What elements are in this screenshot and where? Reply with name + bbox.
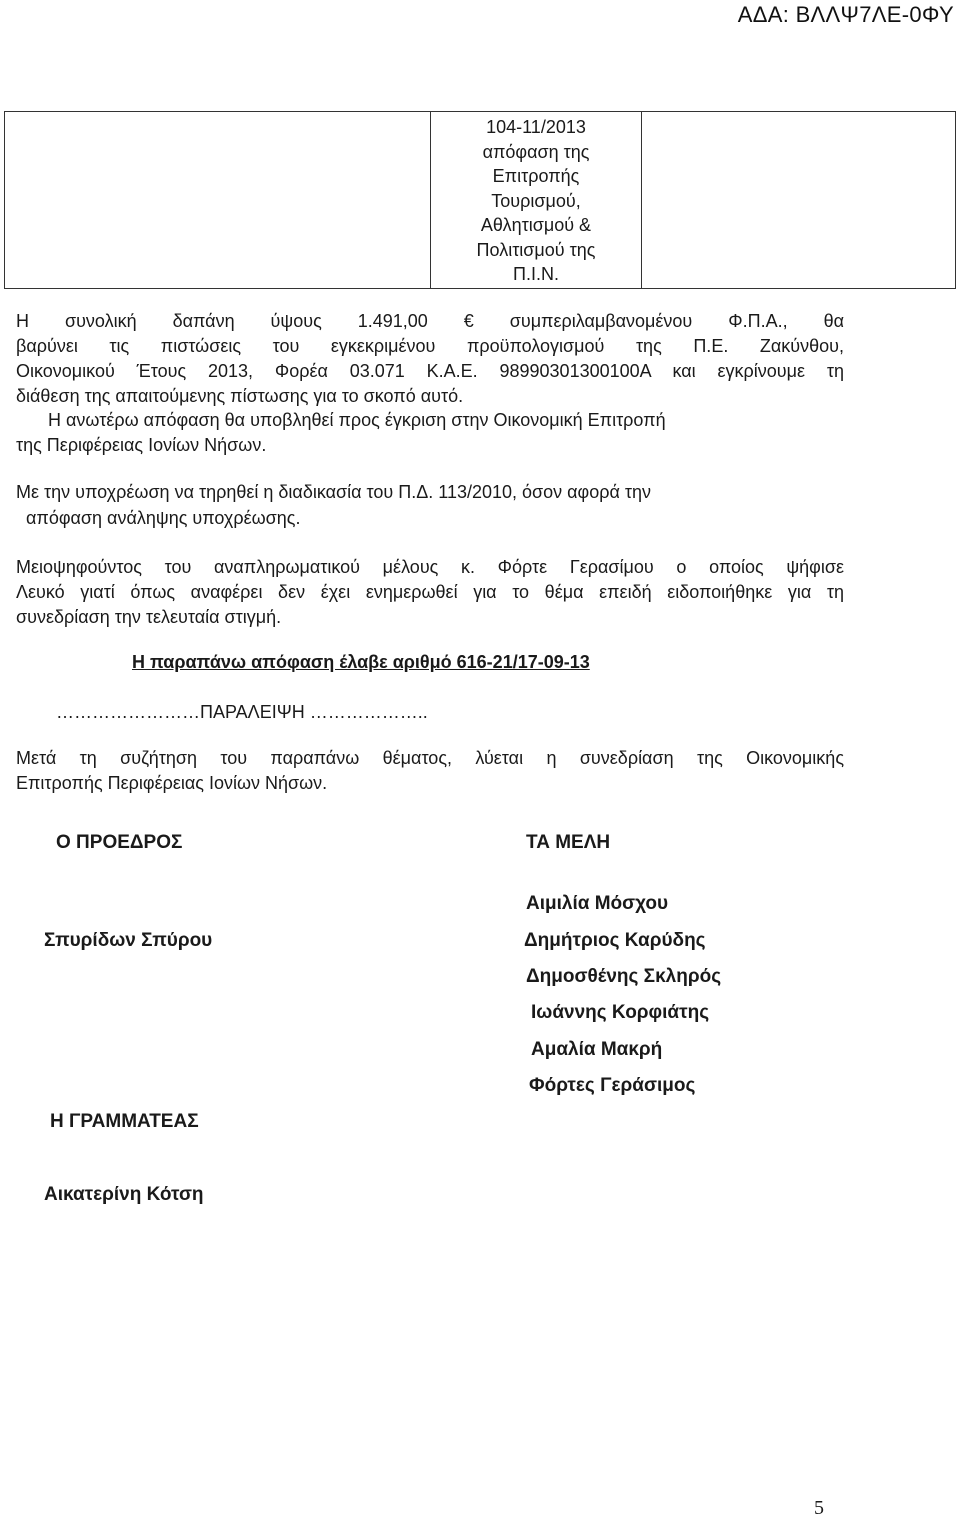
- member-name: Ιωάννης Κορφιάτης: [531, 1002, 710, 1023]
- member-name: Φόρτες Γεράσιμος: [529, 1075, 696, 1096]
- reference-line: 104-11/2013: [486, 117, 586, 137]
- obligation-line-2: απόφαση ανάληψης υποχρέωσης.: [26, 508, 301, 528]
- closing-line: Επιτροπής Περιφέρειας Ιονίων Νήσων.: [16, 773, 328, 793]
- minority-line: Λευκό γιατί όπως αναφέρει δεν έχει ενημερωθεί για το θέμα επειδή ειδοποιήθηκε για τη: [16, 582, 844, 602]
- expense-line: Η συνολική δαπάνη ύψους 1.491,00 € συμπεριλαμβανομένου Φ.Π.Α., θα: [16, 311, 844, 331]
- minority-paragraph: [16, 555, 844, 630]
- expense-paragraph: [16, 309, 844, 409]
- secretary-title: Η ΓΡΑΜΜΑΤΕΑΣ: [50, 1111, 199, 1132]
- expense-line: Οικονομικού Έτους 2013, Φορέα 03.071 Κ.Α.Ε. 98990301300100Α και εγκρίνουμε τη: [16, 361, 844, 381]
- reference-line: απόφαση της: [482, 141, 590, 162]
- expense-line: βαρύνει τις πιστώσεις του εγκεκριμένου προϋπολογισμού της Π.Ε. Ζακύνθου,: [16, 336, 844, 356]
- president-name: Σπυρίδων Σπύρου: [44, 930, 213, 951]
- ada-code: ΑΔΑ: ΒΛΛΨ7ΛΕ-0ΦΥ: [737, 2, 954, 27]
- closing-line: Μετά τη συζήτηση του παραπάνω θέματος, λύεται η συνεδρίαση της Οικονομικής: [16, 748, 844, 768]
- member-name: Αμαλία Μακρή: [531, 1039, 663, 1060]
- decision-reference-table: [4, 111, 956, 289]
- page-number: 5: [814, 1497, 824, 1519]
- reference-line: Π.Ι.Ν.: [512, 264, 559, 284]
- table-cell-reference: [431, 112, 642, 289]
- omission-marker: ……………………ΠΑΡΑΛΕΙΨΗ ………………..: [56, 702, 428, 722]
- member-name: Δημοσθένης Σκληρός: [526, 966, 722, 987]
- table-cell-empty-left: [5, 112, 431, 289]
- member-name: Αιμιλία Μόσχου: [526, 893, 669, 914]
- approval-line-1: Η ανωτέρω απόφαση θα υποβληθεί προς έγκριση στην Οικονομική Επιτροπή: [48, 410, 666, 430]
- minority-line: συνεδρίαση την τελευταία στιγμή.: [16, 607, 282, 627]
- reference-line: Αθλητισμού &: [480, 215, 592, 235]
- reference-line: Πολιτισμού της: [476, 239, 596, 260]
- table-cell-empty-right: [642, 112, 956, 289]
- approval-line-2: της Περιφέρειας Ιονίων Νήσων.: [16, 435, 267, 455]
- president-title: Ο ΠΡΟΕΔΡΟΣ: [56, 832, 183, 853]
- closing-paragraph: [16, 746, 844, 796]
- decision-number: Η παραπάνω απόφαση έλαβε αριθμό 616-21/17-09-13: [132, 652, 590, 672]
- minority-line: Μειοψηφούντος του αναπληρωματικού μέλους κ. Φόρτε Γερασίμου ο οποίος ψήφισε: [16, 557, 844, 577]
- obligation-line-1: Με την υποχρέωση να τηρηθεί η διαδικασία του Π.Δ. 113/2010, όσον αφορά την: [16, 482, 652, 502]
- secretary-name: Αικατερίνη Κότση: [44, 1184, 204, 1205]
- members-title: ΤΑ ΜΕΛΗ: [526, 832, 611, 853]
- expense-line: διάθεση της απαιτούμενης πίστωσης για το σκοπό αυτό.: [16, 386, 464, 406]
- reference-line: Τουρισμού,: [491, 190, 581, 211]
- member-name: Δημήτριος Καρύδης: [524, 930, 706, 951]
- reference-line: Επιτροπής: [492, 166, 580, 186]
